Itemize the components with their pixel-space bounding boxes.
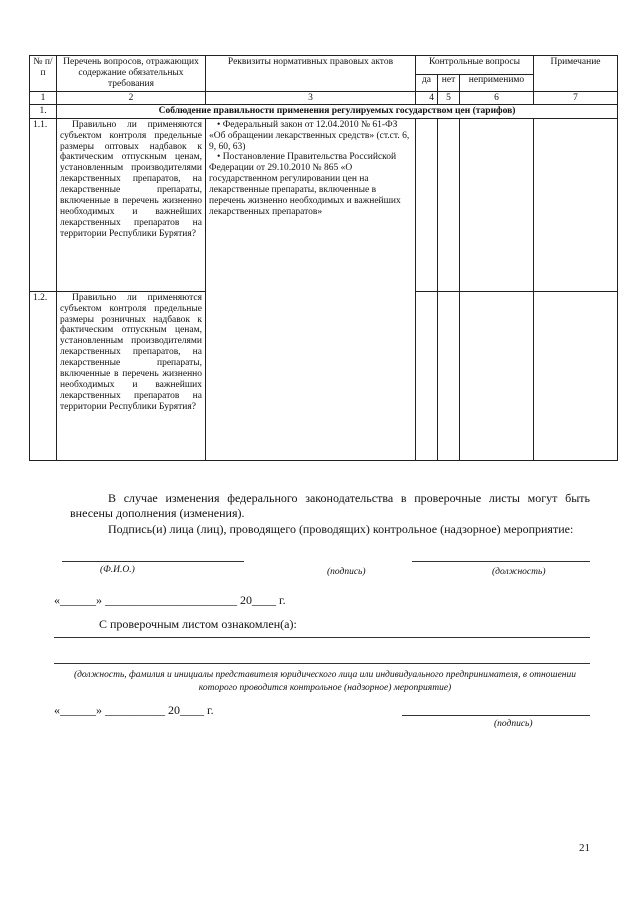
table-row [30, 118, 618, 291]
col-number: 6 [460, 91, 534, 104]
act-government-decree: • Постановление Правительства Российской Федерации от 29.10.2010 № 865 «О государственном регулировании цен на лекарственные препараты, включенные в перечень жизненно необходимых и важнейших лекарственных препаратов» [209, 152, 401, 218]
fio-caption: (Ф.И.О.) [100, 565, 135, 575]
answer-no-cell[interactable] [438, 118, 460, 291]
signature-line-2[interactable] [402, 715, 590, 716]
col-number: 2 [57, 91, 206, 104]
amendment-note: В случае изменения федерального законодательства в проверочные листы могут быть внесены дополнения (изменения). [70, 491, 590, 520]
header-num: № п/п [30, 56, 57, 92]
question-cell [57, 118, 206, 291]
answer-no-cell[interactable] [438, 291, 460, 460]
signature-caption: (подпись) [327, 567, 366, 577]
header-na: неприменимо [460, 75, 534, 92]
representative-caption: (должность, фамилия и инициалы представителя юридического лица или индивидуального предпринимателя, в отношении которого проводится контрольное (надзорное) мероприятие) [73, 670, 577, 693]
column-numbers-row [30, 91, 618, 104]
representative-line-2[interactable] [54, 663, 590, 664]
checklist-table [29, 55, 618, 461]
section-row [30, 104, 618, 118]
table-header-row [30, 56, 618, 75]
col-number: 1 [30, 91, 57, 104]
col-number: 5 [438, 91, 460, 104]
note-cell[interactable] [534, 291, 618, 460]
note-cell[interactable] [534, 118, 618, 291]
question-cell [57, 291, 206, 460]
signature-intro: Подпись(и) лица (лиц), проводящего (проводящих) контрольное (надзорное) мероприятие: [108, 522, 574, 536]
header-note: Примечание [534, 56, 618, 92]
col-number: 7 [534, 91, 618, 104]
header-acts: Реквизиты нормативных правовых актов [206, 56, 416, 92]
col-number: 4 [416, 91, 438, 104]
answer-na-cell[interactable] [460, 291, 534, 460]
page-number: 21 [579, 842, 590, 854]
question-text: Правильно ли применяются субъектом контроля предельные размеры оптовых надбавок к фактическим отпускным ценам, установленным производителями лекарственных препаратов, на лекарственные препараты, включенные в перечень жизненно необходимых и важнейших лекарственных препаратов на территории Республики Бурятия? [60, 119, 202, 239]
section-title: Соблюдение правильности применения регулируемых государством цен (тарифов) [57, 104, 618, 118]
acts-cell [206, 118, 416, 460]
header-control: Контрольные вопросы [416, 56, 534, 75]
representative-line-1[interactable] [54, 637, 590, 638]
answer-na-cell[interactable] [460, 118, 534, 291]
fio-line[interactable] [62, 561, 244, 562]
row-number: 1.1. [30, 118, 57, 291]
date-field-2[interactable]: «______» __________ 20____ г. [54, 703, 214, 717]
question-text: Правильно ли применяются субъектом контроля предельные размеры розничных надбавок к фактическим отпускным ценам, установленным производителями лекарственных препаратов, на лекарственные препараты, включенные в перечень жизненно необходимых и важнейших лекарственных препаратов на территории Республики Бурятия? [60, 292, 202, 412]
col-number: 3 [206, 91, 416, 104]
header-yes: да [416, 75, 438, 92]
answer-yes-cell[interactable] [416, 118, 438, 291]
section-number: 1. [30, 104, 57, 118]
act-federal-law: • Федеральный закон от 12.04.2010 № 61-ФЗ «Об обращении лекарственных средств» (ст.ст. 6, 9, 60, 63) [209, 119, 410, 152]
answer-yes-cell[interactable] [416, 291, 438, 460]
row-number: 1.2. [30, 291, 57, 460]
header-no: нет [438, 75, 460, 92]
signature-caption-2: (подпись) [494, 719, 533, 729]
date-field[interactable]: «______» ______________________ 20____ г. [54, 593, 286, 607]
position-line[interactable] [412, 561, 590, 562]
position-caption: (должность) [492, 567, 546, 577]
header-questions: Перечень вопросов, отражающих содержание обязательных требования [57, 56, 206, 92]
familiarization-label: С проверочным листом ознакомлен(а): [99, 617, 297, 631]
